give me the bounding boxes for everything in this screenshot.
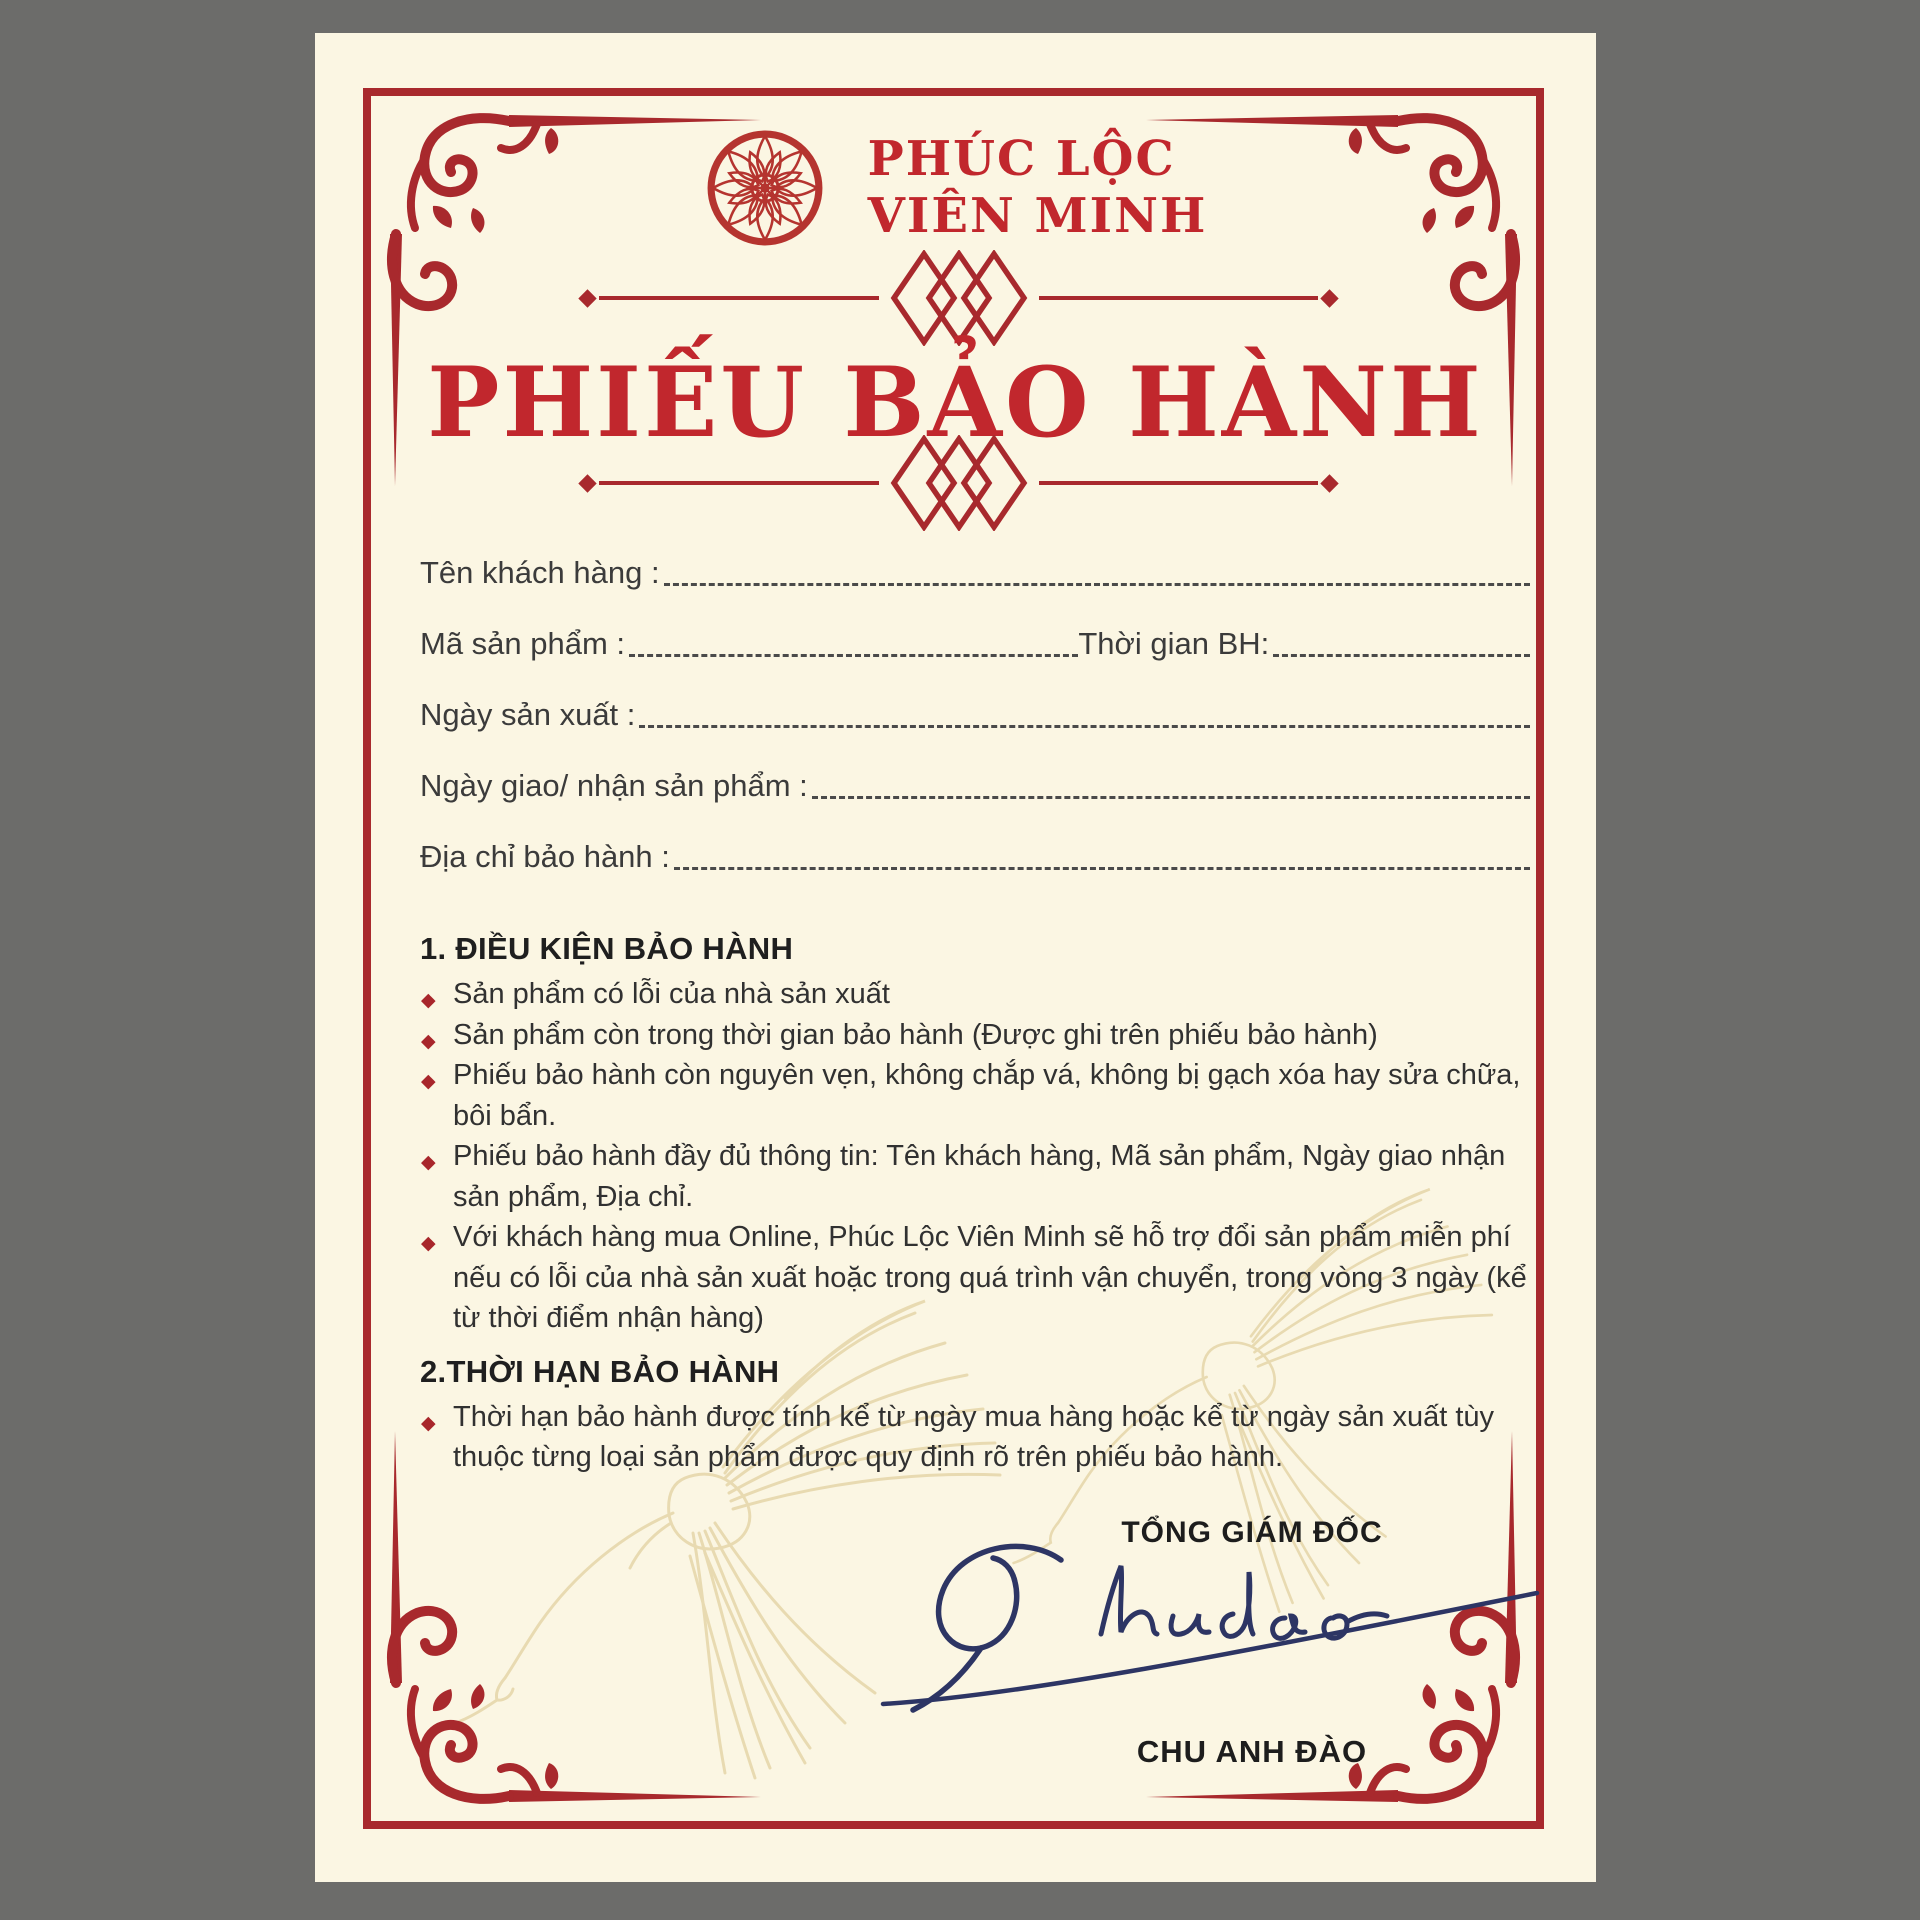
field-label: Tên khách hàng :: [420, 555, 660, 590]
diamond-bullet-icon: ◆: [421, 1412, 436, 1434]
duration-list: [420, 1397, 1538, 1478]
field-label: Ngày sản xuất :: [420, 697, 636, 732]
divider-line: [1039, 296, 1319, 300]
ornamental-divider-top: [581, 248, 1336, 348]
conditions-list: [420, 974, 1538, 1339]
diamond-cap-icon: [578, 289, 596, 307]
section-heading-duration: 2.THỜI HẠN BẢO HÀNH: [420, 1353, 780, 1389]
brand-name-line2: VIÊN MINH: [867, 188, 1208, 244]
list-item: [420, 1217, 1538, 1339]
divider-line: [1039, 481, 1319, 485]
field-label-warranty-time: Thời gian BH:: [1078, 626, 1270, 661]
section-heading-conditions: 1. ĐIỀU KIỆN BẢO HÀNH: [420, 931, 794, 966]
diamond-cap-icon: [578, 474, 596, 492]
list-item-text: Phiếu bảo hành còn nguyên vẹn, không chắp vá, không bị gạch xóa hay sửa chữa, bôi bẩn.: [453, 1059, 1521, 1132]
field-label: Ngày giao/ nhận sản phẩm :: [420, 768, 808, 803]
triple-diamond-icon: [884, 250, 1034, 346]
dotted-fill-line: [812, 796, 1530, 799]
lotus-mandala-logo-icon: [704, 127, 826, 249]
signature-name: CHU ANH ĐÀO: [1136, 1734, 1368, 1769]
divider-line: [599, 481, 879, 485]
signature-script-icon: [865, 1538, 1555, 1718]
ornamental-divider-bottom: [581, 433, 1336, 533]
brand-header: [315, 127, 1596, 249]
divider-line: [599, 296, 879, 300]
triple-diamond-icon: [884, 435, 1034, 531]
field-delivery-date: [420, 766, 1530, 804]
list-item: [420, 1055, 1538, 1136]
brand-name: [868, 131, 1208, 245]
card-content: [315, 33, 1596, 1882]
list-item: [420, 974, 1538, 1015]
list-item-text: Sản phẩm còn trong thời gian bảo hành (Được ghi trên phiếu bảo hành): [453, 1018, 1378, 1051]
diamond-bullet-icon: ◆: [421, 1152, 436, 1173]
field-product-code: [420, 624, 1530, 662]
field-label: Địa chỉ bảo hành :: [420, 839, 670, 874]
diamond-bullet-icon: ◆: [421, 1030, 436, 1052]
brand-name-line1: PHÚC LỘC: [867, 131, 1176, 187]
field-manufacture-date: [420, 695, 1530, 733]
dotted-fill-line: [639, 725, 1530, 728]
dotted-fill-line: [1273, 654, 1530, 657]
list-item-text: Thời hạn bảo hành được tính kể từ ngày mua hàng hoặc kể từ ngày sản xuất tùy thuộc từng loại sản phẩm được quy định rõ trên phiếu bảo hành.: [453, 1400, 1495, 1473]
field-customer-name: [420, 553, 1530, 591]
field-warranty-address: [420, 837, 1530, 875]
list-item-text: Với khách hàng mua Online, Phúc Lộc Viên Minh sẽ hỗ trợ đổi sản phẩm miễn phí nếu có lỗi của nhà sản xuất hoặc trong quá trình vận chuyển, trong vòng 3 ngày (kể từ thời điểm nhận hàng): [453, 1221, 1527, 1334]
warranty-card: [315, 33, 1596, 1882]
page-title: PHIẾU BẢO HÀNH: [427, 346, 1484, 459]
list-item: [420, 1136, 1538, 1217]
dotted-fill-line: [664, 583, 1530, 586]
list-item: [420, 1015, 1538, 1056]
diamond-cap-icon: [1320, 474, 1338, 492]
diamond-bullet-icon: ◆: [421, 990, 436, 1011]
dotted-fill-line: [629, 654, 1078, 657]
dotted-fill-line: [674, 867, 1530, 870]
terms-section: [420, 931, 1538, 1478]
field-label: Mã sản phẩm :: [420, 626, 626, 661]
list-item-text: Sản phẩm có lỗi của nhà sản xuất: [453, 978, 890, 1010]
diamond-bullet-icon: ◆: [421, 1233, 436, 1254]
list-item-text: Phiếu bảo hành đầy đủ thông tin: Tên khách hàng, Mã sản phẩm, Ngày giao nhận sản phẩm, Địa chỉ.: [453, 1140, 1506, 1213]
diamond-bullet-icon: ◆: [421, 1071, 436, 1092]
diamond-cap-icon: [1320, 289, 1338, 307]
signature-role: TỔNG GIÁM ĐỐC: [1121, 1516, 1383, 1549]
list-item: [420, 1397, 1538, 1478]
warranty-form: [420, 553, 1530, 908]
